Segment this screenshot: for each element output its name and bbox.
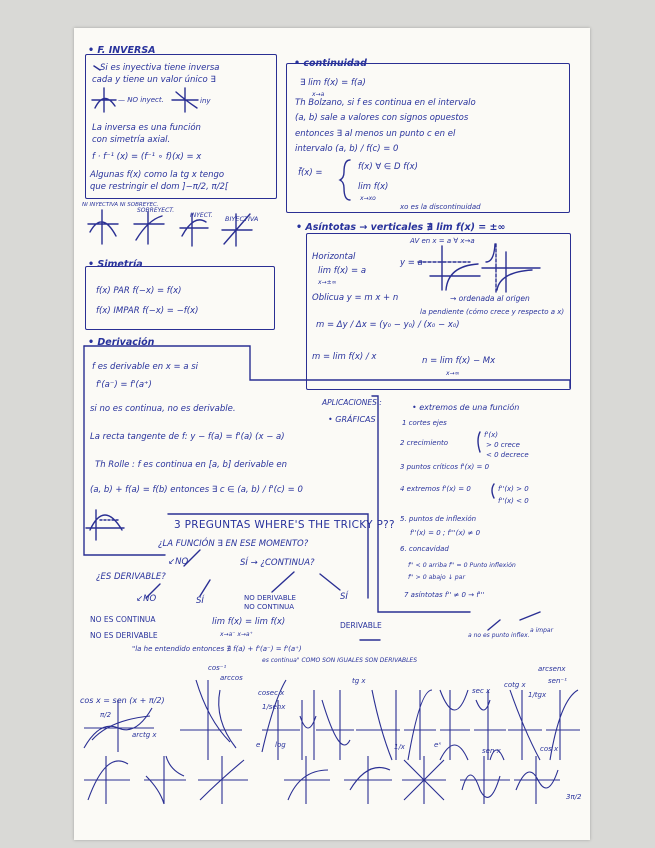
preguntas-no-es-deriv: NO ES DERIVABLE (90, 631, 158, 640)
preguntas-no1: ↙NO (168, 557, 189, 567)
cont-line: (a, b) sale a valores con signos opuestos (295, 113, 469, 123)
aplic-ext: f''(x) < 0 (498, 497, 529, 505)
aplic-impar: a impar (530, 627, 554, 634)
graph-label: 1/x (394, 743, 405, 751)
preguntas-si1: SÍ → ¿CONTINUA? (240, 558, 315, 568)
inversa-sketch (92, 66, 198, 112)
asintotas-sketch (418, 244, 540, 292)
flow-arrows (146, 550, 540, 640)
crec-brace (478, 432, 480, 452)
aplic-item: 2 crecimiento (400, 439, 449, 447)
asintotas-lim-sub: x→±∞ (318, 279, 337, 286)
aplic-divider (372, 396, 470, 612)
preguntas-no2: ↙NO (136, 594, 157, 604)
tipos-sketch (88, 210, 252, 246)
graph-label: 3π/2 (566, 793, 582, 801)
preguntas-lim-sub: x→a⁻ x→a⁺ (220, 631, 253, 638)
graph-label: arcsenx (538, 665, 566, 673)
aplic-crec: f'(x) (484, 431, 498, 439)
asintotas-horizontal: Horizontal (312, 252, 356, 262)
ext-brace (492, 484, 494, 498)
graph-label: 1/senx (262, 703, 286, 711)
asintotas-n-lim: n = lim f(x) − Mx (422, 356, 496, 366)
aplic-item: 1 cortes ejes (402, 419, 447, 427)
deriv-line: Th Rolle : f es continua en [a, b] derivable en (95, 460, 287, 470)
graph-label: 1/tgx (528, 691, 547, 699)
asintotas-title: • Asíntotas → verticales ∄ lim f(x) = ±∞ (296, 222, 506, 233)
preguntas-lim-eq: lim f(x) = lim f(x) (212, 617, 286, 627)
graph-label: tg x (352, 677, 366, 685)
preguntas-no-deriv: NO DERIVABLE (244, 594, 296, 602)
cont-line: x→a (312, 91, 325, 98)
aplic-item: f''(x) = 0 ; f'''(x) ≠ 0 (410, 529, 481, 537)
preguntas-nota: "la he entendido entonces ∄ f(a) + f'(a⁻) = f'(a⁺) (132, 645, 302, 653)
asintotas-oblicua: Oblicua y = m x + n (312, 293, 399, 303)
inversa-line: con simetría axial. (92, 135, 171, 145)
graph-label: cosec x (258, 689, 285, 697)
inversa-line: iny (200, 97, 211, 105)
asintotas-x-inf: x→∞ (446, 370, 460, 377)
graph-label: eˣ (434, 741, 442, 749)
graph-label: log (275, 741, 286, 749)
tipo-label: SOBREYECT. (137, 207, 175, 214)
deriv-line: f'(a⁻) = f'(a⁺) (96, 380, 152, 390)
inversa-line: La inversa es una función (92, 123, 201, 133)
inversa-line: Algunas f(x) como la tg x tengo (90, 170, 225, 180)
inversa-line: que restringir el dom ]−π/2, π/2[ (90, 182, 229, 192)
derivacion-frame (84, 346, 570, 388)
asintotas-pendiente: la pendiente (cómo crece y respecto a x) (420, 308, 565, 316)
cont-line: lim f(x) (358, 182, 389, 192)
aplic-a-no: a no es punto inflex. (468, 632, 530, 639)
inversa-line: Si es inyectiva tiene inversa (100, 63, 220, 73)
deriv-line: si no es continua, no es derivable. (90, 404, 236, 414)
graph-label: arctg x (132, 731, 157, 739)
preguntas-si2: SÍ (196, 596, 204, 606)
graph-label: sen x (482, 747, 501, 755)
cont-line: xo es la discontinuidad (400, 203, 481, 211)
cont-line: f(x) ∀ ∈ D f(x) (358, 162, 418, 172)
preguntas-q1: ¿LA FUNCIÓN ∃ EN ESE MOMENTO? (158, 539, 309, 549)
aplic-item: 4 extremos f'(x) = 0 (400, 485, 471, 493)
simetria-par: f(x) PAR f(−x) = f(x) (96, 286, 182, 296)
aplic-item: 6. concavidad (400, 545, 449, 553)
deriv-line: (a, b) + f(a) = f(b) entonces ∃ c ∈ (a, b) / f'(c) = 0 (90, 485, 303, 495)
graph-label: e (256, 741, 261, 749)
aplic-crec: < 0 decrece (486, 451, 529, 459)
graph-label: cotg x (504, 681, 526, 689)
aplic-item: f'' > 0 abajo ↓ par (408, 574, 465, 581)
preguntas-q2: ¿ES DERIVABLE? (96, 572, 166, 582)
graphs-row2 (84, 756, 560, 804)
cont-line: x→xo (360, 195, 376, 202)
tipo-label: BIYECTIVA (225, 215, 259, 223)
asintotas-lim-h: lim f(x) = a (318, 266, 367, 276)
tipo-label: INYECT. (190, 212, 213, 219)
aplicaciones-title: APLICACIONES : (322, 398, 382, 407)
preguntas-title: 3 PREGUNTAS WHERE'S THE TRICKY P?? (174, 519, 395, 531)
aplicaciones-extremos: • extremos de una función (412, 403, 520, 412)
inversa-line: — NO inyect. (118, 96, 164, 104)
continuidad-title: • continuidad (294, 58, 367, 69)
graph-label: sec x (472, 687, 491, 695)
inversa-line: cada y tiene un valor único ∃ (92, 75, 216, 85)
inversa-title: • F. INVERSA (88, 45, 156, 56)
graph-label: cos⁻¹ (208, 664, 227, 672)
cont-line: intervalo (a, b) / f(c) = 0 (295, 144, 399, 154)
aplic-item: f'' < 0 arriba f'' = 0 Punto inflexión (408, 562, 516, 569)
cont-line: Th Bolzano, si f es continua en el intervalo (295, 98, 476, 108)
preguntas-no-es-cont: NO ES CONTINUA (90, 615, 156, 624)
asintotas-m-lim: m = lim f(x) / x (312, 352, 377, 362)
graph-label: π/2 (100, 711, 112, 719)
cont-line: entonces ∃ al menos un punto c en el (295, 129, 456, 139)
preguntas-derivable: DERIVABLE (340, 621, 382, 630)
cont-line: ∃ lim f(x) = f(a) (300, 78, 366, 88)
aplicaciones-graficas: • GRÁFICAS (328, 415, 376, 424)
preguntas-si3: SÍ (340, 592, 348, 602)
derivacion-title: • Derivación (88, 337, 155, 348)
asintotas-ordenada: → ordenada al origen (450, 294, 530, 303)
graph-label: cos x = sen (x + π/2) (80, 696, 165, 705)
preguntas-box-top (168, 514, 368, 598)
rolle-sketch (86, 510, 124, 540)
preguntas-no-cont: NO CONTINUA (244, 603, 295, 611)
graph-label: arccos (220, 674, 243, 682)
simetria-title: • Simetría (88, 259, 143, 270)
inversa-line: f · f⁻¹ (x) = (f⁻¹ ∘ f)(x) = x (92, 152, 202, 162)
graph-label: cos x (540, 745, 559, 753)
cont-brace (340, 160, 350, 200)
simetria-impar: f(x) IMPAR f(−x) = −f(x) (96, 306, 199, 316)
aplic-ext: f''(x) > 0 (498, 485, 529, 493)
cont-line: f̃(x) = (298, 168, 323, 178)
aplic-item: 7 asíntotas f'' ≠ 0 → f''' (404, 591, 485, 599)
deriv-line: La recta tangente de f: y − f(a) = f'(a) (x − a) (90, 432, 285, 442)
graphs-row1 (84, 680, 580, 760)
asintotas-y-a: y = a (400, 258, 423, 268)
tipo-label: NI INYECTIVA NI SOBREYEC. (82, 202, 159, 208)
asintotas-m-eq: m = Δy / Δx = (y₀ − y₀) / (x₀ − x₀) (316, 320, 460, 330)
aplic-item: 5. puntos de inflexión (400, 515, 477, 523)
graph-label: sen⁻¹ (548, 677, 567, 685)
aplic-item: 3 puntos críticos f'(x) = 0 (400, 463, 490, 471)
deriv-line: f es derivable en x = a si (92, 362, 199, 372)
aplic-crec: > 0 crece (486, 441, 520, 449)
asintotas-av: AV en x = a ∀ x→a (410, 237, 475, 245)
preguntas-nota2: es continua" COMO SON IGUALES SON DERIVABLES (262, 657, 418, 664)
